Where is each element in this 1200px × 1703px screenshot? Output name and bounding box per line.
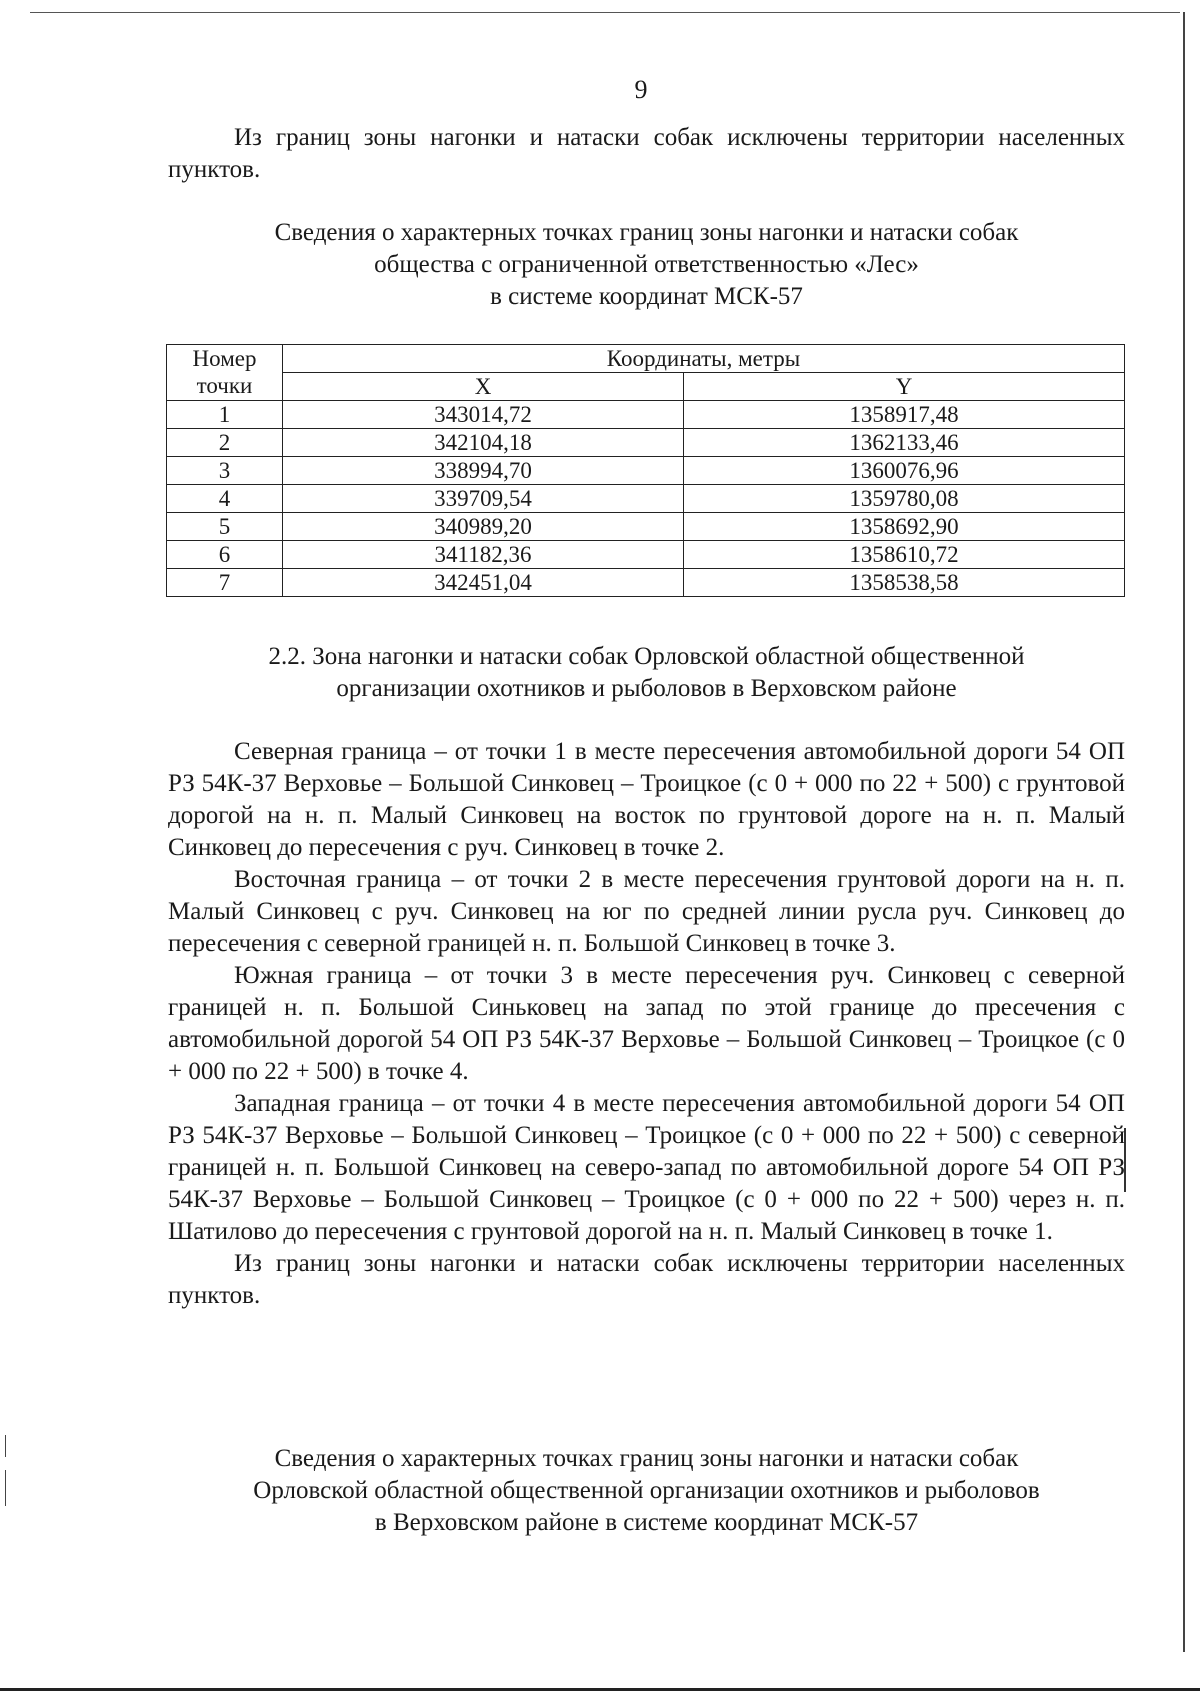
cell-x: 342104,18 [283,429,684,457]
cell-y: 1359780,08 [684,485,1125,513]
scan-mark [5,1435,6,1457]
scan-edge-right [1183,12,1185,1652]
cell-number: 2 [167,429,283,457]
cell-y: 1362133,46 [684,429,1125,457]
exclusion-note-1: Из границ зоны нагонки и натаски собак исключены территории населенных пунктов. [168,124,1125,183]
table1-caption [168,217,1125,313]
section-title-line: 2.2. Зона нагонки и натаски собак Орловской областной общественной [268,643,1025,670]
table2-caption [168,1443,1125,1539]
cell-x: 338994,70 [283,457,684,485]
east-border: Восточная граница – от точки 2 в месте пересечения грунтовой дороги на н. п. Малый Синковец с руч. Синковец на юг по средней линии русла руч. Синковец до пересечения с северной границей н. п. Большой Синковец в точке 3. [168,866,1125,957]
cell-x: 342451,04 [283,569,684,597]
cell-number: 7 [167,569,283,597]
table-row [167,457,1125,485]
caption-line: Сведения о характерных точках границ зоны нагонки и натаски собак [274,219,1019,246]
south-border: Южная граница – от точки 3 в месте пересечения руч. Синковец с северной границей н. п. Большой Синьковец на запад по этой границе до пресечения с автомобильной дорогой 54 ОП РЗ 54К-37 Верховье – Большой Синковец – Троицкое (с 0 + 000 по 22 + 500) в точке 4. [168,962,1125,1085]
cell-x: 343014,72 [283,401,684,429]
cell-y: 1358538,58 [684,569,1125,597]
header-coordinates: Координаты, метры [283,345,1125,373]
north-border: Северная граница – от точки 1 в месте пересечения автомобильной дороги 54 ОП РЗ 54К-37 Верховье – Большой Синковец – Троицкое (с 0 + 000 по 22 + 500) с грунтовой дорогой на н. п. Малый Синковец на восток по грунтовой дороге на н. п. Малый Синковец до пересечения с руч. Синковец в точке 2. [168,738,1125,861]
exclusion-note-2: Из границ зоны нагонки и натаски собак исключены территории населенных пунктов. [168,1250,1125,1309]
table-row [167,485,1125,513]
coordinates-table [166,344,1125,597]
caption-line: в системе координат МСК-57 [490,283,803,310]
cell-y: 1360076,96 [684,457,1125,485]
header-x: X [283,373,684,401]
cell-number: 4 [167,485,283,513]
cell-y: 1358610,72 [684,541,1125,569]
cell-number: 6 [167,541,283,569]
header-point-number: Номер [167,345,283,373]
west-border: Западная граница – от точки 4 в месте пересечения автомобильной дороги 54 ОП РЗ 54К-37 Верховье – Большой Синковец – Троицкое (с 0 + 000 по 22 + 500) с северной границей н. п. Большой Синковец на северо-запад по автомобильной дороге 54 ОП РЗ 54К-37 Верховье – Большой Синковец – Троицкое (с 0 + 000 по 22 + 500) через н. п. Шатилово до пересечения с грунтовой дорогой на н. п. Малый Синковец в точке 1. [168,1090,1125,1245]
caption-line: Орловской областной общественной организации охотников и рыболовов [253,1477,1040,1504]
page-number: 9 [634,75,648,104]
header-point-number-line2: точки [167,373,283,401]
cell-number: 1 [167,401,283,429]
header-y: Y [684,373,1125,401]
scan-edge-bottom [0,1688,1200,1691]
cell-number: 3 [167,457,283,485]
cell-x: 340989,20 [283,513,684,541]
caption-line: в Верховском районе в системе координат МСК-57 [374,1509,919,1536]
caption-line: общества с ограниченной ответственностью «Лес» [374,251,919,278]
scan-edge-top [30,12,1180,13]
cell-y: 1358917,48 [684,401,1125,429]
cell-y: 1358692,90 [684,513,1125,541]
cell-x: 341182,36 [283,541,684,569]
cell-x: 339709,54 [283,485,684,513]
section-title-line: организации охотников и рыболовов в Верховском районе [336,675,957,702]
table-row [167,513,1125,541]
table-row [167,569,1125,597]
table-row [167,401,1125,429]
scan-mark [5,1470,6,1506]
table-row [167,541,1125,569]
table-row [167,429,1125,457]
borders-description [168,736,1125,1312]
section-title [168,641,1125,705]
caption-line: Сведения о характерных точках границ зоны нагонки и натаски собак [274,1445,1019,1472]
cell-number: 5 [167,513,283,541]
